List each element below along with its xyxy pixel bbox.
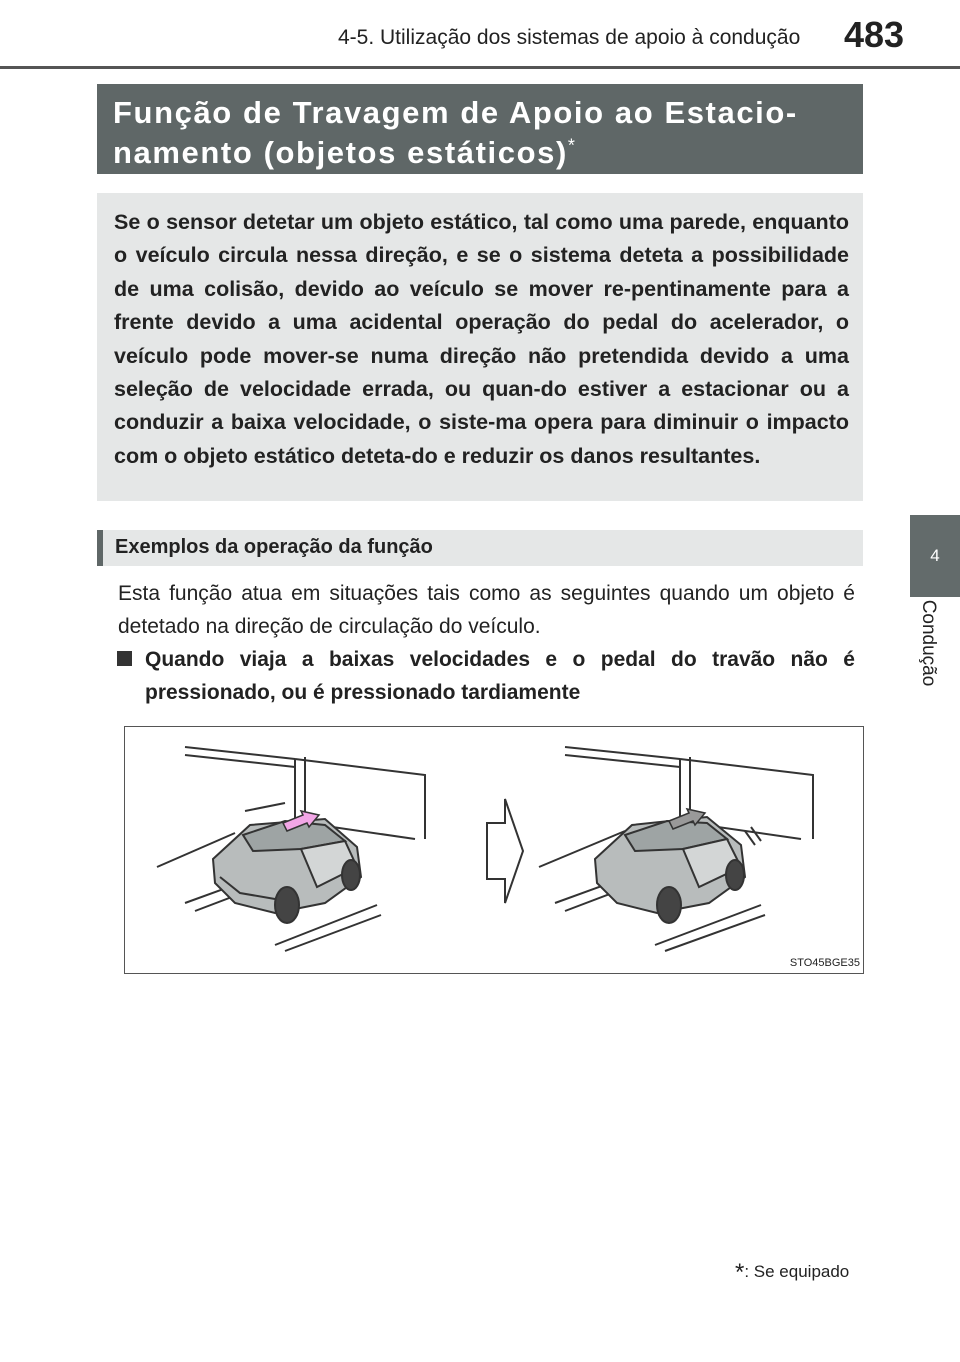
page-title [113,93,853,173]
intro-text: Se o sensor detetar um objeto estático, tal como uma parede, enquanto o veículo circula nessa direção, e se o sistema deteta a possibilidade de uma colisão, devido ao veículo se mover re-pentinamente para a frente devido a uma acidental operação do pedal do acelerador, o veículo pode mover-se numa direção não pretendida devido a uma seleção de velocidade errada, ou quan-do estiver a estacionar ou a conduzir a baixa velocidade, o siste-ma opera para diminuir o impacto com o objeto estático deteta-do e reduzir os danos resultantes. [114,210,849,468]
page-number: 483 [844,14,905,55]
parking-illustration [125,727,863,973]
footnote-marker: * [735,1259,745,1286]
chapter-label: Condução [918,599,939,687]
transition-arrow-icon [487,799,523,903]
chapter-tab: 4 [910,515,960,597]
illustration-figure [124,726,864,974]
header-section-title: 4-5. Utilização dos sistemas de apoio à condução [338,26,801,49]
title-text: Função de Travagem de Apoio ao Estacio-namento (objetos estáticos) [113,95,798,170]
car-before [213,819,361,923]
section-body: Esta função atua em situações tais como as seguintes quando um objeto é detetado na direção de circulação do veículo. [118,582,855,638]
footnote [735,1259,849,1287]
footnote-text: : Se equipado [744,1262,850,1281]
figure-code: STO45BGE35 [789,957,860,969]
bullet-square-icon [117,651,132,666]
title-marker: * [567,135,577,156]
section-heading: Exemplos da operação da função [115,536,433,558]
bullet-text: Quando viaja a baixas velocidades e o pedal do travão não é pressionado, ou é pressionado tardiamente [145,648,855,704]
header-rule [0,66,960,69]
section-heading-bar [97,530,863,566]
title-box [97,84,863,174]
section-accent [97,530,103,566]
intro-box [97,193,863,501]
